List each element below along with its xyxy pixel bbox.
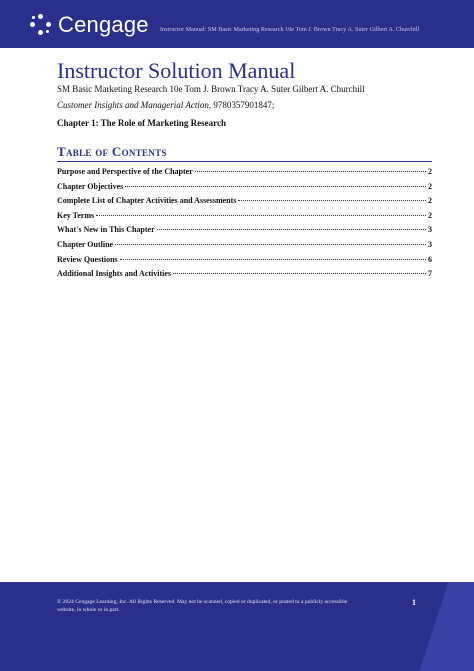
toc-entry-page: 2 — [428, 196, 432, 206]
toc-entry-label: Purpose and Perspective of the Chapter — [57, 167, 193, 176]
toc-entry-label: Complete List of Chapter Activities and Assessments — [57, 196, 237, 206]
toc-entry[interactable] — [57, 211, 432, 226]
toc-leader-dots — [157, 229, 426, 230]
toc-entry[interactable] — [57, 167, 432, 182]
toc-entry-page: 2 — [428, 210, 432, 220]
toc-entry-label: Key Terms — [57, 210, 95, 220]
toc-entry-page: 7 — [428, 269, 432, 279]
header-bar — [0, 0, 474, 48]
footer-bar — [0, 582, 474, 671]
book-italic-title: Customer Insights and Managerial Action — [57, 100, 209, 110]
toc-entry-page: 6 — [428, 254, 432, 264]
toc-leader-dots — [238, 200, 426, 201]
toc-leader-dots — [120, 259, 426, 260]
table-of-contents — [57, 167, 432, 284]
toc-entry-label: What's New in This Chapter — [57, 225, 155, 235]
book-edition-line — [57, 100, 274, 110]
footer-accent-shape — [420, 582, 474, 671]
toc-leader-dots — [125, 186, 426, 187]
toc-entry[interactable] — [57, 225, 432, 240]
page-number: 1 — [412, 598, 416, 607]
book-subtitle: SM Basic Marketing Research 10e Tom J. Brown Tracy A. Suter Gilbert A. Churchill — [57, 84, 365, 94]
toc-leader-dots — [96, 215, 426, 216]
toc-heading: Table of Contents — [57, 144, 167, 159]
toc-entry-page: 3 — [428, 239, 432, 249]
page-title: Instructor Solution Manual — [57, 58, 296, 83]
toc-entry[interactable] — [57, 196, 432, 211]
toc-entry-page: 3 — [428, 225, 432, 235]
toc-entry[interactable] — [57, 240, 432, 255]
toc-entry-page: 2 — [428, 167, 432, 176]
copyright-notice: © 2024 Cengage Learning, Inc. All Rights Reserved. May not be scanned, copied or duplicated, or posted to a publicly accessible website, in whole or in part. — [57, 599, 348, 613]
cengage-logo-icon — [30, 14, 52, 36]
toc-entry[interactable] — [57, 182, 432, 197]
chapter-title: Chapter 1: The Role of Marketing Research — [57, 118, 226, 128]
toc-entry-page: 2 — [428, 181, 432, 191]
toc-entry[interactable] — [57, 255, 432, 270]
logo-text: Cengage — [58, 12, 149, 37]
toc-entry-label: Additional Insights and Activities — [57, 269, 172, 279]
isbn: , 9780357901847; — [208, 100, 275, 110]
header-note: Instructor Manual: SM Basic Marketing Research 10e Tom J. Brown Tracy A. Suter Gilbert A. Churchill — [160, 26, 420, 33]
toc-entry[interactable] — [57, 269, 432, 284]
toc-entry-label: Chapter Objectives — [57, 181, 124, 191]
toc-entry-label: Chapter Outline — [57, 239, 114, 249]
toc-divider — [57, 161, 432, 162]
toc-leader-dots — [195, 171, 426, 172]
toc-entry-label: Review Questions — [57, 254, 118, 264]
toc-leader-dots — [173, 273, 426, 274]
toc-leader-dots — [115, 244, 426, 245]
cengage-logo — [30, 12, 149, 38]
